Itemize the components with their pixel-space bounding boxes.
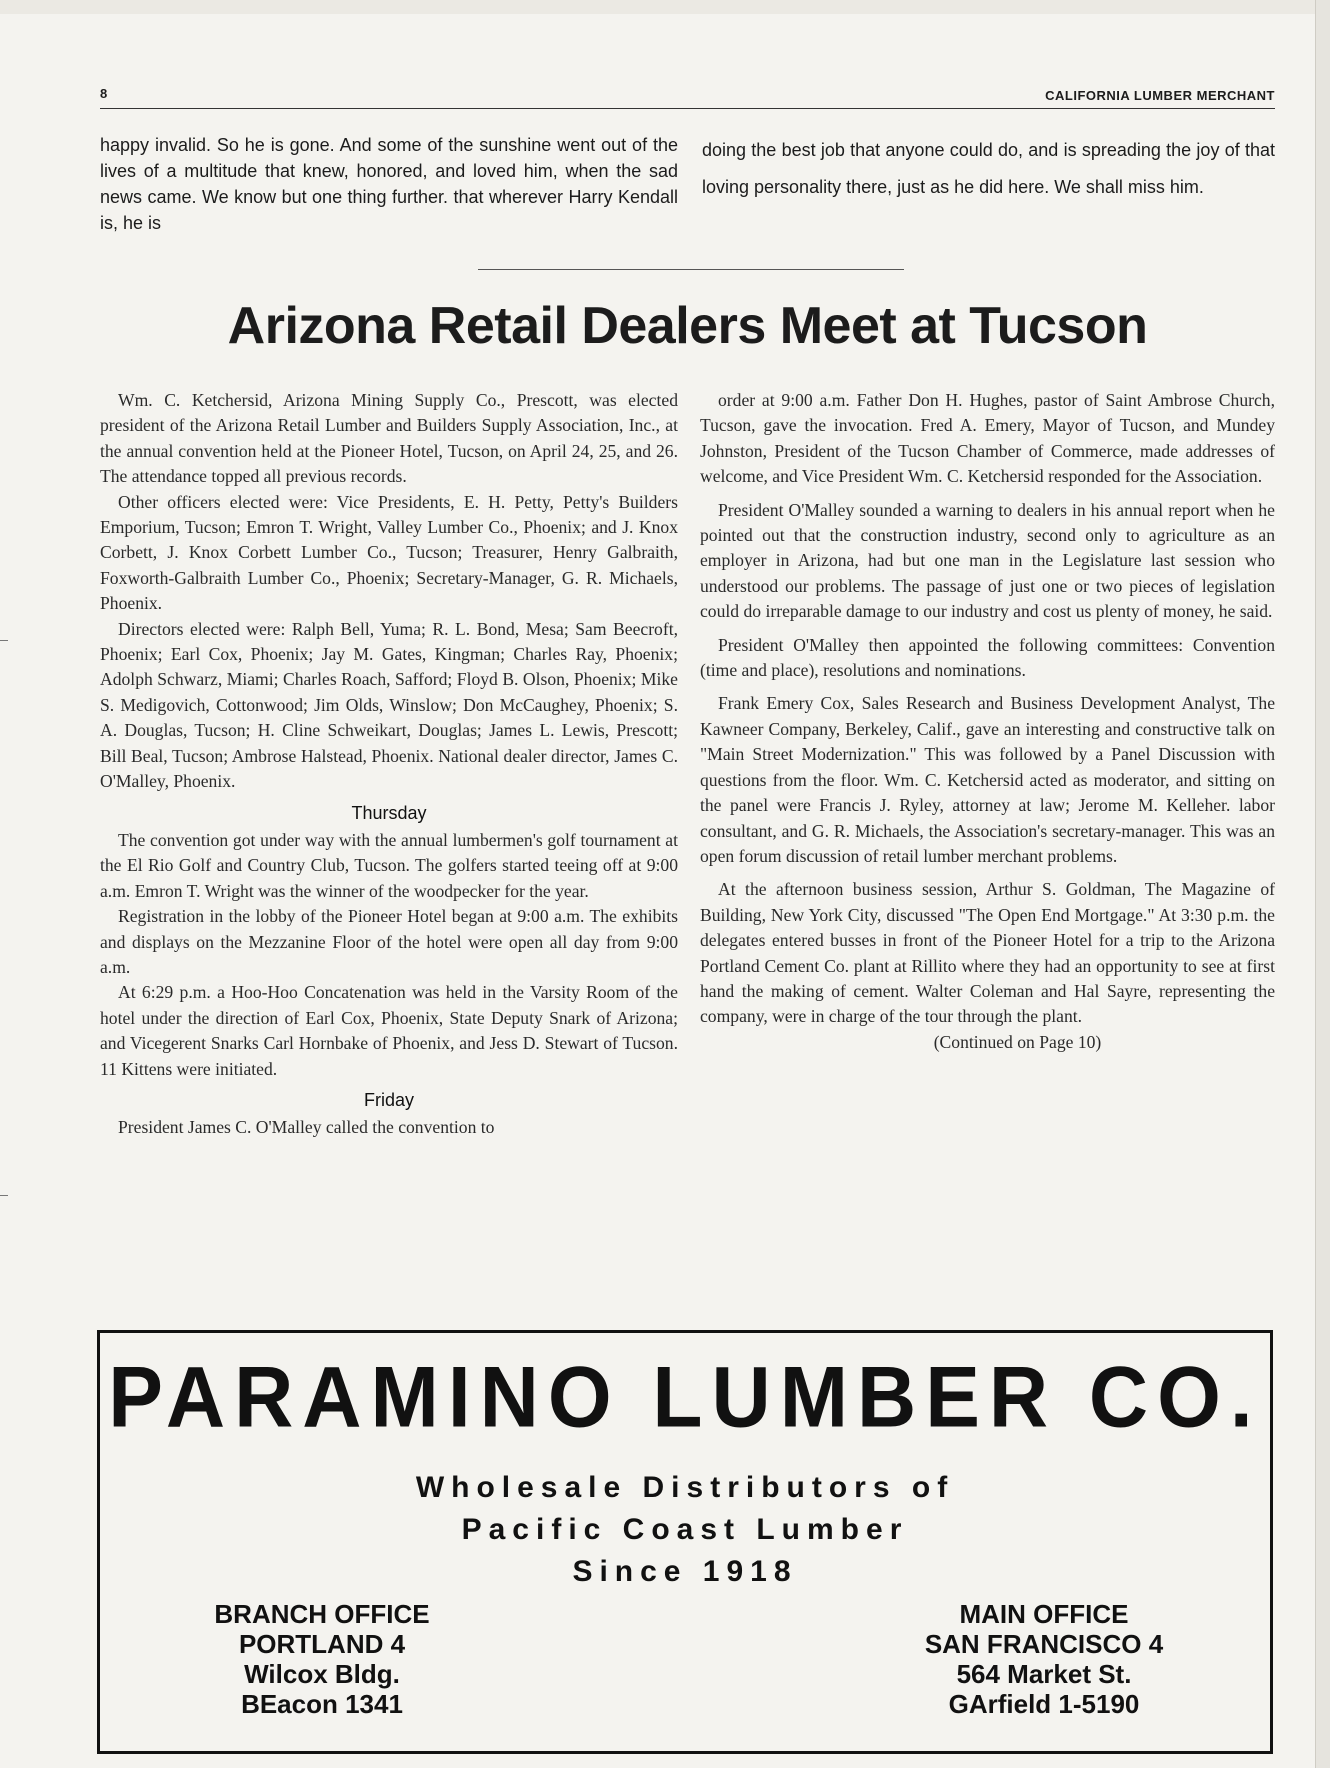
article-paragraph: President O'Malley sounded a warning to dealers in his annual report when he pointed out that the construction industry, second only to agriculture as an employer in Arizona, had but one man in the Legislature last session who understood our problems. The passage of just one or two pieces of legislation could do irreparable damage to our industry and cost us plenty of money, he said. [700, 499, 1275, 622]
advertisement [97, 1330, 1273, 1754]
article-left-column [100, 388, 678, 1141]
subhead-thursday: Thursday [351, 802, 427, 823]
main-office-block [914, 1599, 1174, 1719]
article-paragraph: Directors elected were: Ralph Bell, Yuma; R. L. Bond, Mesa; Sam Beecroft, Phoenix; Earl Cox, Phoenix; Jay M. Gates, Kingman; Charles Ray, Phoenix; Adolph Schwarz, Miami; Charles Roach, Safford; Floyd B. Olson, Phoenix; Mike S. Medigovich, Cottonwood; Jim Olds, Winslow; Don McCaughey, Phoenix; S. A. Douglas, Tucson; H. Cline Schweikart, Douglas; James L. Lewis, Prescott; Bill Beal, Tucson; Ambrose Halstead, Phoenix. National dealer director, James C. O'Malley, Phoenix. [100, 618, 678, 792]
intro-left-column: happy invalid. So he is gone. And some of the sunshine went out of the lives of a multitude that knew, honored, and loved him, when the sad news came. We know but one thing further. that wherever Harry Kendall is, he is [100, 135, 678, 233]
branch-office-line: PORTLAND 4 [238, 1629, 406, 1659]
article-paragraph: Frank Emery Cox, Sales Research and Business Development Analyst, The Kawneer Company, Berkeley, Calif., gave an interesting and constructive talk on "Main Street Modernization." This was followed by a Panel Discussion with questions from the floor. Wm. C. Ketchersid acted as moderator, and sitting on the panel were Francis J. Ryley, attorney at law; Jerome M. Kelleher. labor consultant, and G. R. Michaels, the Association's secretary-manager. This was an open forum discussion of retail lumber merchant problems. [700, 693, 1275, 866]
page-edge-right [1315, 0, 1330, 1768]
continued-note: (Continued on Page 10) [933, 1031, 1102, 1052]
ad-tagline: Wholesale Distributors of [415, 1471, 955, 1504]
main-office-line: GArfield 1-5190 [948, 1689, 1140, 1719]
main-office-line: 564 Market St. [956, 1659, 1132, 1689]
branch-office-line: BRANCH OFFICE [214, 1599, 430, 1629]
page-edge-top [0, 0, 1330, 14]
page-number: 8 [100, 86, 108, 101]
branch-office-line: Wilcox Bldg. [244, 1659, 400, 1689]
section-divider [478, 269, 904, 270]
article-paragraph: Other officers elected were: Vice Presidents, E. H. Petty, Petty's Builders Emporium, Tucson; Emron T. Wright, Valley Lumber Co., Phoenix; and J. Knox Corbett, J. Knox Corbett Lumber Co., Tucson; Treasurer, Henry Galbraith, Foxworth-Galbraith Lumber Co., Phoenix; Secretary-Manager, G. R. Michaels, Phoenix. [100, 491, 678, 614]
header-rule [100, 108, 1275, 109]
main-office-line: SAN FRANCISCO 4 [924, 1629, 1164, 1659]
main-office-line: MAIN OFFICE [959, 1599, 1129, 1629]
article-paragraph: Wm. C. Ketchersid, Arizona Mining Supply Co., Prescott, was elected president of the Arizona Retail Lumber and Builders Supply Association, Inc., at the annual convention held at the Pioneer Hotel, Tucson, on April 24, 25, and 26. The attendance topped all previous records. [100, 390, 678, 487]
article-paragraph: Registration in the lobby of the Pioneer Hotel began at 9:00 a.m. The exhibits and displays on the Mezzanine Floor of the hotel were open all day from 9:00 a.m. [100, 906, 678, 977]
intro-right-column: doing the best job that anyone could do, and is spreading the joy of that loving personality there, just as he did here. We shall miss him. [702, 140, 1275, 197]
article-paragraph: At 6:29 p.m. a Hoo-Hoo Concatenation was held in the Varsity Room of the hotel under the direction of Earl Cox, Phoenix, State Deputy Snark of Arizona; and Vicegerent Snarks Carl Hornbake of Phoenix, and Jess D. Stewart of Tucson. 11 Kittens were initiated. [100, 982, 678, 1079]
article-paragraph: order at 9:00 a.m. Father Don H. Hughes, pastor of Saint Ambrose Church, Tucson, gave the invocation. Fred A. Emery, Mayor of Tucson, and Mundey Johnston, President of the Tucson Chamber of Commerce, made addresses of welcome, and Vice President Wm. C. Ketchersid responded for the Association. [700, 390, 1275, 487]
edge-mark [0, 640, 8, 641]
running-header [100, 86, 1275, 108]
article-paragraph: President James C. O'Malley called the convention to [118, 1117, 495, 1138]
ad-company-name: PARAMINO LUMBER CO. [108, 1349, 1262, 1446]
article-right-column [700, 388, 1275, 1055]
edge-mark [0, 1195, 8, 1196]
subhead-friday: Friday [363, 1089, 414, 1110]
ad-tagline: Since 1918 [572, 1555, 798, 1588]
branch-office-line: BEacon 1341 [241, 1689, 403, 1719]
article-headline: Arizona Retail Dealers Meet at Tucson [227, 297, 1148, 355]
branch-office-block [182, 1599, 462, 1719]
article-paragraph: President O'Malley then appointed the following committees: Convention (time and place), resolutions and nominations. [700, 634, 1275, 681]
article-paragraph: The convention got under way with the annual lumbermen's golf tournament at the El Rio Golf and Country Club, Tucson. The golfers started teeing off at 9:00 a.m. Emron T. Wright was the winner of the woodpecker for the year. [100, 829, 678, 901]
ad-tagline: Pacific Coast Lumber [461, 1513, 909, 1546]
article-paragraph: At the afternoon business session, Arthur S. Goldman, The Magazine of Building, New York City, discussed "The Open End Mortgage." At 3:30 p.m. the delegates entered busses in front of the Pioneer Hotel for a trip to the Arizona Portland Cement Co. plant at Rillito where they had an opportunity to see at first hand the making of cement. Walter Coleman and Hal Sayre, representing the company, were in charge of the tour through the plant. [700, 879, 1275, 1027]
publication-title: CALIFORNIA LUMBER MERCHANT [1045, 88, 1275, 103]
